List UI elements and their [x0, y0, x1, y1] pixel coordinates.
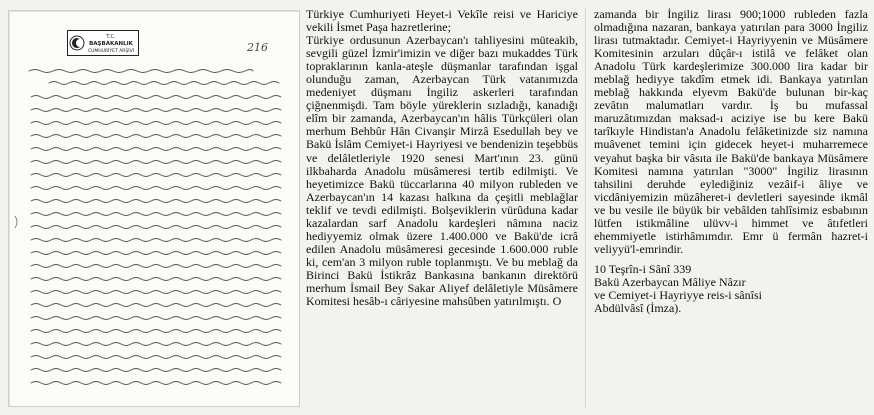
signature-title-2: ve Cemiyet-i Hayriyye reis-i sânîsi: [594, 287, 762, 302]
archival-document-scan: [8, 10, 300, 407]
article-paragraph: Türkiye ordusunun Azerbaycan'ı tahliyesini müteakib, sevgili güzel İzmir'imizin ve diğer bazı mukaddes Türk topraklarının kanla-ateşle düşmanlar tarafından işgal olunduğu zaman, Azerbaycan Türk vatanımızda medeniyet düşmanı İngiliz askerleri tarafından çiğnenmişdi. Tam böyle yüreklerin sızladığı, kanadığı elîm bir zamanda, Azerbaycan'ın hâlis Türkçüleri olan merhum Behbûr Hân Civanşir Mirzâ Esedullah bey ve Bakü İslâm Cemiyet-i Hayriyesi ve bendenizin teşebbüs ve delâletleriyle 1920 senesi Mart'ının 23. günü ilkbaharda Anadolu müsâmeresi tertib edilmişti. Ve heyetimizce Bakü tüccarlarına 40 milyon rubleden ve Azerbaycan'ın 14 kazası halkına da çeşitli meblağlar teklif ve tevdi edilmişti. Bolşeviklerin vürûduna kadar kazalardan sarf Anadolu kardeşleri nâmına naciz hediyyemiz olmak üzere 1.400.000 ve Bakü'de icrâ edilen Anadolu müsâmeresi gecesinde 1.600.000 ruble ki, cem'an 3 milyon ruble toplanmıştı. Ve bu meblağ da Birinci Bakü İstikrâz Bankasına bankanın direktörü merhum İsmail Bey Sakar Aliyef delâletiyle Müsâmere Komitesi hesâb-ı câriyesine mahsûben yatırılmıştı. O: [306, 33, 578, 309]
page-number-handwritten: 216: [247, 41, 268, 54]
signature-title: Bakü Azerbaycan Mâliye Nâzır: [594, 274, 746, 289]
handwriting-lines: [9, 11, 299, 406]
svg-text:BAŞBAKANLIK: BAŞBAKANLIK: [89, 41, 133, 47]
signature-name: Abdülvâsî (İmza).: [594, 301, 682, 316]
article-column-2: [594, 8, 868, 412]
column-divider: [585, 8, 586, 408]
svg-text:CUMHURİYET ARŞİVİ: CUMHURİYET ARŞİVİ: [87, 49, 135, 54]
archive-stamp: [67, 30, 139, 61]
article-paragraph: zamanda bir İngiliz lirası 900;1000 rubleden fazla olmadığına nazaran, bankaya yatırılan para 3000 İngiliz lirası tutmaktadır. Cemiyet-i Hayriyyenin ve Müsâmere Komitesinin arzuları dûçâr-ı istilâ ve felâket olan Anadolu Türk kardeşlerimize 300.000 lira kadar bir meblağ hediyye takdîm etmek idi. Bankaya yatırılan meblağ hakkında elyevm Bakü'de bulunan bir-kaç zevâtın malumatları vardır. İş bu mufassal maruzâtımızdan maksad-ı aciziye ise bu kere Bakü tarîkıyle Hindistan'a Anadolu felâketinizde siz namına muâvenet temini için gidecek heyet-i muharremece veyahut başka bir vâsıta ile Bakü'de bankaya Müsâmere Komitesi namına yatırılan "3000" İngiliz lirasının tahsilini deruhde eylediğiniz vezâif-i âliye ve vicdâniyemizin müzâheret-i devletleri sayesinde ikmâl ve bu vesile ile büyük bir vebâlden tahlîsimiz esbabının lütfen istikmâline ulüvv-i himmet ve âtıfetleri ehemmiyetle istirhâmımdır. Emr ü fermân hazret-i veliyyü'l-emrindir.: [594, 8, 868, 256]
svg-text:T.C.: T.C.: [106, 34, 116, 40]
signature-block: [594, 263, 868, 315]
article-paragraph: Türkiye Cumhuriyeti Heyet-i Vekîle reisi ve Hariciye vekili İsmet Paşa hazretlerine;: [306, 8, 578, 35]
margin-mark: [15, 216, 17, 228]
signature-date: 10 Teşrîn-i Sânî 339: [594, 261, 692, 276]
article-column-1: [306, 8, 578, 412]
